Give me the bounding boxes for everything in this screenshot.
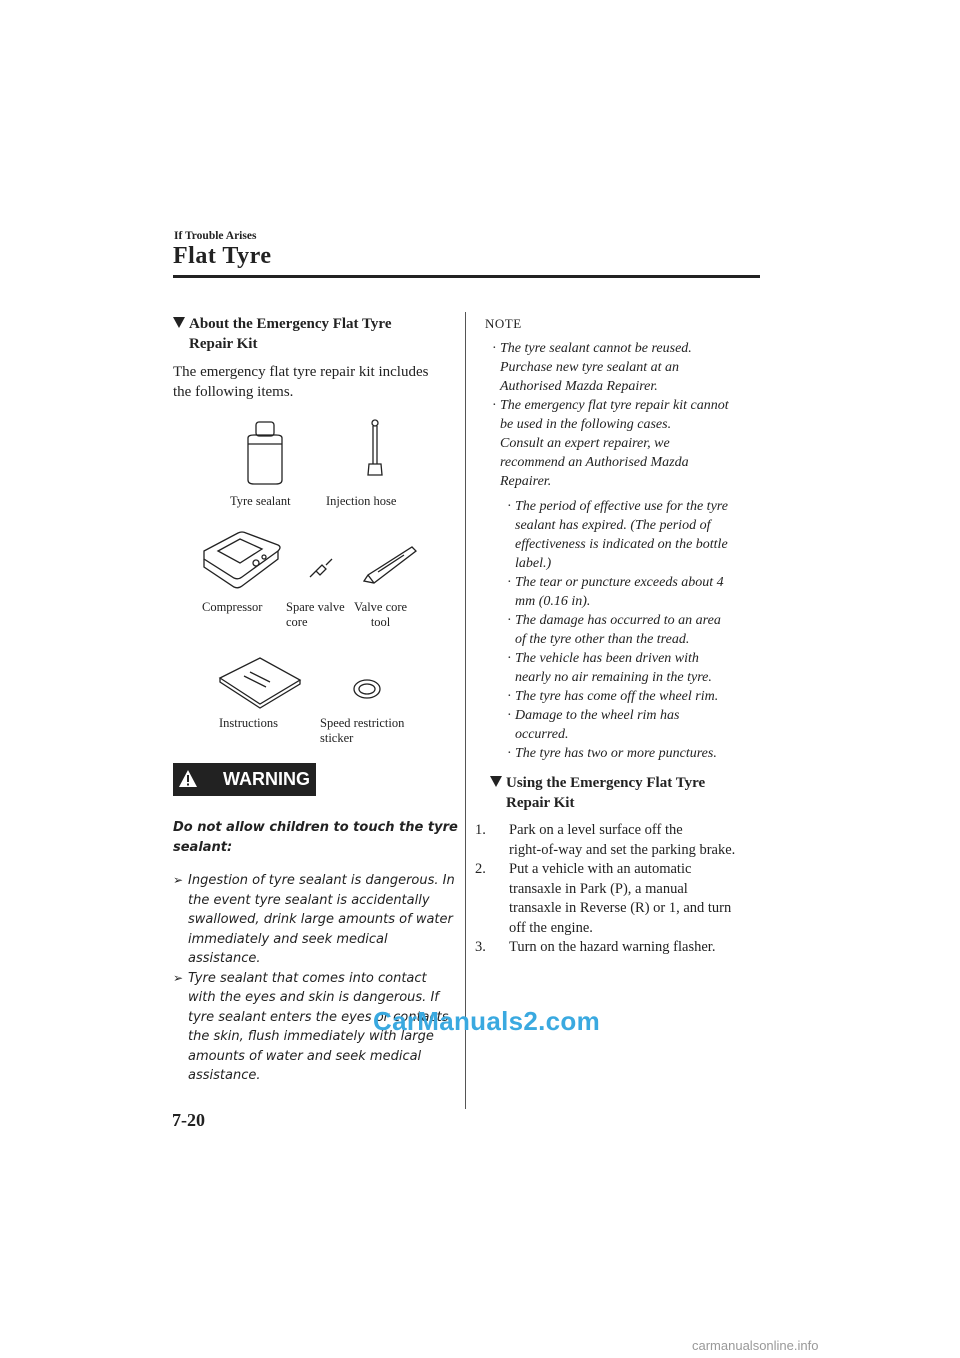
spare-valve-core-icon xyxy=(310,559,332,577)
note-line: Authorised Mazda Repairer. xyxy=(500,379,658,394)
note-line: Consult an expert repairer, we xyxy=(500,436,670,451)
tyre-sealant-caption: Tyre sealant xyxy=(230,494,291,508)
case-line: effectiveness is indicated on the bottle xyxy=(515,537,728,552)
compressor-and-valve-illustration xyxy=(198,527,448,595)
case-item xyxy=(505,611,762,649)
warning-body xyxy=(173,818,465,1086)
step-number: 1. xyxy=(475,822,486,838)
dot-bullet-icon: · xyxy=(492,398,497,413)
warning-item-line: with the eyes and skin is dangerous. If xyxy=(188,990,439,1005)
warning-triangle-icon xyxy=(178,769,198,788)
warning-item-line: tyre sealant enters the eyes or contacts xyxy=(188,1009,449,1025)
step-line: Turn on the hazard warning flasher. xyxy=(509,939,716,955)
dot-bullet-icon: · xyxy=(507,651,512,666)
step-number: 3. xyxy=(475,939,486,955)
note-line: The tyre sealant cannot be reused. xyxy=(500,341,692,356)
case-line: The tear or puncture exceeds about 4 xyxy=(515,575,724,590)
step-line: Put a vehicle with an automatic xyxy=(509,861,692,877)
note-item-cannot-use xyxy=(490,396,762,491)
case-item xyxy=(505,687,762,706)
warning-badge-label: WARNING xyxy=(223,769,310,789)
watermark-link[interactable]: CarManuals2.com xyxy=(373,1006,601,1036)
note-list xyxy=(490,339,762,763)
dot-bullet-icon: · xyxy=(507,708,512,723)
note-line: Repairer. xyxy=(500,474,552,489)
speed-restriction-sticker-icon xyxy=(354,680,380,698)
case-item xyxy=(505,497,762,573)
step-line: right-of-way and set the parking brake. xyxy=(509,841,736,858)
warning-item-line: swallowed, drink large amounts of water xyxy=(188,912,453,927)
column-divider xyxy=(465,312,466,1109)
dot-bullet-icon: · xyxy=(507,746,512,761)
valve-core-tool-caption xyxy=(354,600,407,630)
valve-core-tool-icon xyxy=(364,547,416,583)
step-item xyxy=(475,860,765,938)
injection-hose-icon xyxy=(368,420,382,475)
compressor-icon xyxy=(204,532,280,588)
warning-item-line: immediately and seek medical xyxy=(188,931,388,947)
warning-item-line: amounts of water and seek medical xyxy=(188,1048,422,1064)
warning-item-line: assistance. xyxy=(188,1068,261,1083)
speed-sticker-caption-line1: Speed restriction xyxy=(320,716,405,730)
instructions-booklet-icon xyxy=(220,658,300,708)
triangle-bullet-icon xyxy=(490,776,502,787)
case-line: label.) xyxy=(515,556,552,571)
dot-bullet-icon: · xyxy=(492,341,497,356)
speed-sticker-caption xyxy=(320,716,404,746)
case-line: Damage to the wheel rim has xyxy=(515,708,680,723)
arrow-bullet-icon: ➢ xyxy=(173,970,184,985)
kit-heading xyxy=(173,314,463,354)
step-item xyxy=(475,938,765,958)
case-line: of the tyre other than the tread. xyxy=(515,632,690,647)
note-line: Purchase new tyre sealant at an xyxy=(500,360,679,375)
instructions-and-sticker-illustration xyxy=(212,654,392,710)
warning-lead xyxy=(173,818,465,857)
kit-intro-line1: The emergency flat tyre repair kit includes xyxy=(173,364,429,380)
note-item-reuse xyxy=(490,339,762,396)
using-kit-heading xyxy=(490,773,762,813)
case-item xyxy=(505,706,762,744)
case-line: sealant has expired. (The period of xyxy=(515,518,711,533)
warning-item-line: Tyre sealant that comes into contact xyxy=(188,970,427,986)
case-item xyxy=(505,573,762,611)
dot-bullet-icon: · xyxy=(507,499,512,514)
kit-heading-line1: About the Emergency Flat Tyre xyxy=(189,316,392,332)
section-label: If Trouble Arises xyxy=(174,230,257,242)
dot-bullet-icon: · xyxy=(507,613,512,628)
arrow-bullet-icon: ➢ xyxy=(173,873,184,887)
kit-intro xyxy=(173,362,463,402)
case-list xyxy=(490,497,762,763)
spare-valve-core-caption-line1: Spare valve xyxy=(286,600,345,614)
case-line: nearly no air remaining in the tyre. xyxy=(515,670,712,685)
case-item xyxy=(505,649,762,687)
case-line: The tyre has come off the wheel rim. xyxy=(515,689,719,704)
compressor-caption: Compressor xyxy=(202,600,263,614)
step-line: transaxle in Park (P), a manual xyxy=(509,880,688,897)
case-line: mm (0.16 in). xyxy=(515,594,591,609)
page-number: 7-20 xyxy=(172,1110,205,1130)
warning-item-line: the skin, flush immediately with large xyxy=(188,1029,434,1044)
using-kit-heading-line1: Using the Emergency Flat Tyre xyxy=(506,775,706,791)
step-item xyxy=(475,821,765,860)
site-watermark[interactable]: carmanualsonline.info xyxy=(692,1338,819,1353)
note-line: The emergency flat tyre repair kit cannot xyxy=(500,398,729,413)
case-line: The period of effective use for the tyre xyxy=(515,499,728,514)
triangle-bullet-icon xyxy=(173,317,185,328)
case-line: occurred. xyxy=(515,727,569,742)
warning-lead-line1: Do not allow children to touch the tyre xyxy=(173,820,458,835)
case-line: The vehicle has been driven with xyxy=(515,651,699,666)
using-kit-heading-line2: Repair Kit xyxy=(506,795,575,811)
kit-heading-line2: Repair Kit xyxy=(189,336,258,352)
step-line: Park on a level surface off the xyxy=(509,822,683,838)
case-line: The tyre has two or more punctures. xyxy=(515,746,717,761)
case-item xyxy=(505,744,762,763)
tyre-sealant-and-hose-illustration xyxy=(240,418,430,490)
warning-badge xyxy=(173,763,316,796)
note-label: NOTE xyxy=(485,316,522,331)
dot-bullet-icon: · xyxy=(507,575,512,590)
dot-bullet-icon: · xyxy=(507,689,512,704)
tyre-sealant-bottle-icon xyxy=(248,422,282,484)
note-line: recommend an Authorised Mazda xyxy=(500,455,689,470)
case-line: The damage has occurred to an area xyxy=(515,613,721,628)
speed-sticker-caption-line2: sticker xyxy=(320,731,354,745)
step-line: off the engine. xyxy=(509,919,593,936)
instructions-caption: Instructions xyxy=(219,716,279,730)
warning-item-ingestion xyxy=(173,871,465,969)
spare-valve-core-caption-line2: core xyxy=(286,615,308,629)
spare-valve-core-caption xyxy=(286,600,345,630)
title-rule xyxy=(173,275,760,278)
valve-core-tool-caption-line1: Valve core xyxy=(354,600,408,614)
kit-intro-line2: the following items. xyxy=(173,384,294,400)
warning-lead-line2: sealant: xyxy=(173,839,233,855)
warning-item-line: Ingestion of tyre sealant is dangerous. In xyxy=(188,873,455,888)
warning-item-line: assistance. xyxy=(188,951,261,966)
valve-core-tool-caption-line2: tool xyxy=(370,615,391,629)
injection-hose-caption: Injection hose xyxy=(326,494,397,508)
note-line: be used in the following cases. xyxy=(500,417,672,432)
step-list xyxy=(475,821,765,958)
page-title: Flat Tyre xyxy=(173,243,272,269)
warning-item-line: the event tyre sealant is accidentally xyxy=(188,892,430,908)
step-line: transaxle in Reverse (R) or 1, and turn xyxy=(509,900,732,916)
step-number: 2. xyxy=(475,861,486,877)
